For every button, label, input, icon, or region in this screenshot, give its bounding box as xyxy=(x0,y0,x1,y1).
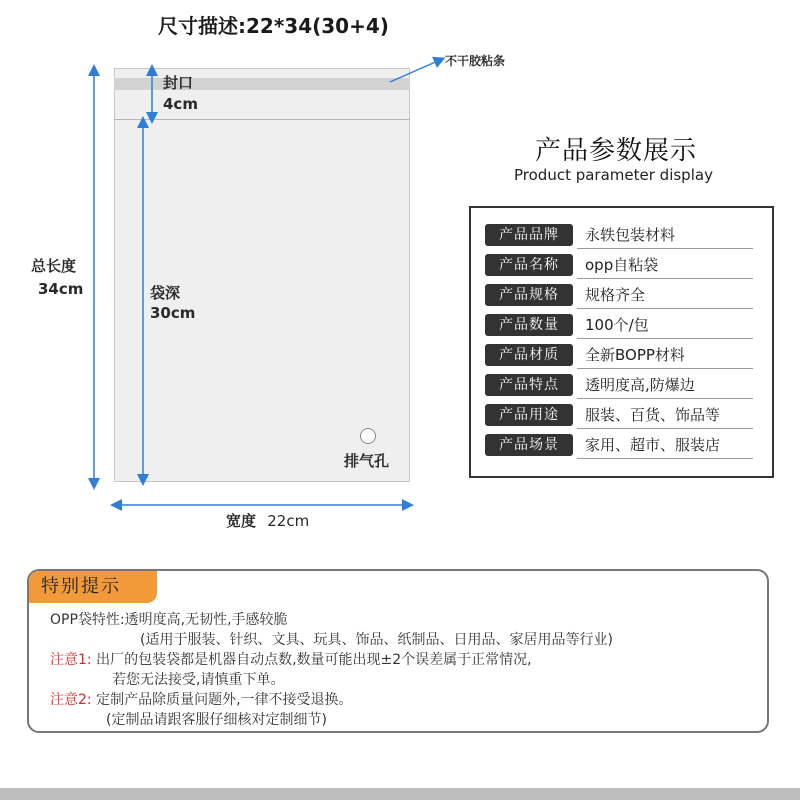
param-row xyxy=(485,254,755,278)
param-value: opp自粘袋 xyxy=(585,256,659,274)
width-label-text: 宽度 xyxy=(226,512,257,530)
seal-label: 封口 xyxy=(163,74,194,92)
param-row xyxy=(485,284,755,308)
param-underline xyxy=(577,458,753,459)
bottom-divider-bar xyxy=(0,788,800,800)
param-key: 产品品牌 xyxy=(485,224,573,246)
size-description-title: 尺寸描述:22*34(30+4) xyxy=(158,14,389,38)
bag-depth-value: 30cm xyxy=(150,304,196,322)
vent-hole-icon xyxy=(360,428,376,444)
seal-divider-line xyxy=(114,119,410,120)
notice-note-1 xyxy=(50,650,532,670)
param-row xyxy=(485,344,755,368)
param-underline xyxy=(577,428,753,429)
param-key: 产品用途 xyxy=(485,404,573,426)
note-1-text: 出厂的包装袋都是机器自动点数,数量可能出现±2个误差属于正常情况, xyxy=(96,652,532,668)
notice-line-1: OPP袋特性:透明度高,无韧性,手感较脆 xyxy=(50,612,288,628)
param-underline xyxy=(577,368,753,369)
notice-note-2 xyxy=(50,690,353,710)
note-2-label: 注意2: xyxy=(50,692,92,708)
param-row xyxy=(485,224,755,248)
param-value: 服装、百货、饰品等 xyxy=(585,406,721,424)
param-value: 透明度高,防爆边 xyxy=(585,376,695,394)
param-key: 产品场景 xyxy=(485,434,573,456)
param-value: 永轶包装材料 xyxy=(585,226,676,244)
note-1-label: 注意1: xyxy=(50,652,92,668)
param-row xyxy=(485,434,755,458)
width-value: 22cm xyxy=(267,512,310,530)
seal-value: 4cm xyxy=(163,95,198,113)
param-subtitle: Product parameter display xyxy=(514,166,713,184)
width-label xyxy=(226,512,309,530)
param-underline xyxy=(577,338,753,339)
param-row xyxy=(485,314,755,338)
notice-line-2: (适用于服装、针织、文具、玩具、饰品、纸制品、日用品、家居用品等行业) xyxy=(140,632,613,648)
param-key: 产品特点 xyxy=(485,374,573,396)
param-key: 产品规格 xyxy=(485,284,573,306)
param-underline xyxy=(577,398,753,399)
notice-note-2-cont: (定制品请跟客服仔细核对定制细节) xyxy=(106,712,327,728)
adhesive-strip xyxy=(114,78,410,90)
param-value: 规格齐全 xyxy=(585,286,646,304)
adhesive-strip-label: 不干胶粘条 xyxy=(445,54,506,68)
param-underline xyxy=(577,248,753,249)
param-underline xyxy=(577,278,753,279)
param-underline xyxy=(577,308,753,309)
note-2-text: 定制产品除质量问题外,一律不接受退换。 xyxy=(96,692,353,708)
param-value: 家用、超市、服装店 xyxy=(585,436,721,454)
param-key: 产品数量 xyxy=(485,314,573,336)
total-length-value: 34cm xyxy=(38,280,84,298)
notice-title: 特别提示 xyxy=(29,571,157,603)
param-row xyxy=(485,404,755,428)
total-length-label: 总长度 xyxy=(31,257,77,275)
param-title: 产品参数展示 xyxy=(535,136,698,166)
vent-hole-label: 排气孔 xyxy=(344,452,390,470)
notice-note-1-cont: 若您无法接受,请慎重下单。 xyxy=(112,672,285,688)
param-key: 产品名称 xyxy=(485,254,573,276)
param-key: 产品材质 xyxy=(485,344,573,366)
bag-depth-label: 袋深 xyxy=(150,284,181,302)
bag-outline xyxy=(114,68,410,482)
param-row xyxy=(485,374,755,398)
param-value: 100个/包 xyxy=(585,316,649,334)
param-value: 全新BOPP材料 xyxy=(585,346,685,364)
